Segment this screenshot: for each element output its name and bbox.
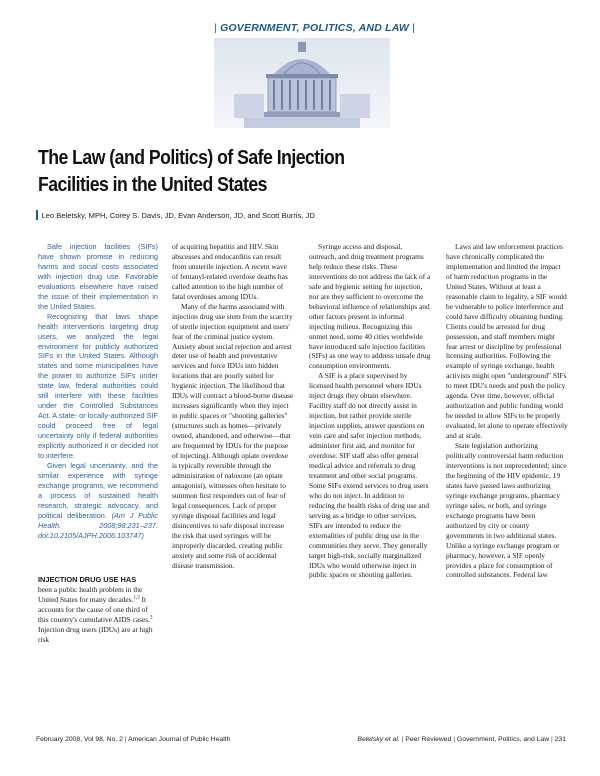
- body-column-4: [446, 242, 568, 580]
- author-line: [36, 210, 315, 220]
- abstract-text: Given legal uncertainty, and the similar experience with syringe exchange programs, we recommend a process of sustained health research, strategic advocacy, and political deliberation.: [38, 460, 158, 520]
- author-names: Leo Beletsky, MPH, Corey S. Davis, JD, Evan Anderson, JD, and Scott Burris, JD: [41, 211, 315, 220]
- body-paragraph: State legislation authorizing politically controversial harm reduction interventions is not unprecedented; since the beginning of the HIV epidemic, 19 states have passed laws authorizing syringe exchange programs, pharmacy syringe sales, or both, and syringe exchange programs have been authorized by city or county governments in two additional states. Unlike a syringe exchange program or pharmacy, however, a SIF openly provides a place for consumption of controlled substances. Federal law: [446, 441, 567, 580]
- footer-authors: Beletsky et al.: [357, 736, 400, 743]
- footer-review: Peer Reviewed: [405, 736, 452, 743]
- abstract-paragraph: Safe injection facilities (SIFs) have shown promise in reducing harms and social costs associated with injection drug use. Favorable evaluations elsewhere have raised the issue of their implementation in the United States.: [38, 242, 158, 311]
- footer-journal: American Journal of Public Health: [128, 736, 231, 743]
- intro-body: been a public health problem in the United States for many decades.$^{1,2}$ It accounts for the cause of one third of this country's cumulative AIDS cases.$^3$ Injection drug users (IDUs) are at high risk: [38, 584, 153, 644]
- abstract: [38, 242, 158, 541]
- capitol-dome-illustration-icon: [214, 38, 390, 128]
- footer-section: Government, Politics, and Law: [456, 736, 550, 743]
- article-title: The Law (and Politics) of Safe Injection Facilities in the United States: [38, 146, 345, 196]
- footer-left: February 2008, Vol 98, No. 2 | American Journal of Public Health: [36, 736, 231, 743]
- intro-text: Injection drug users (IDUs) are at high risk: [38, 624, 153, 644]
- body-paragraph: of acquiring hepatitis and HIV. Skin abscesses and endocarditis can result from unsterile injection. A recent wave of fentanyl-related overdose deaths has called attention to the high number of fatal overdoses among IDUs.: [172, 242, 288, 301]
- section-label: GOVERNMENT, POLITICS, AND LAW: [220, 22, 410, 34]
- section-header: | GOVERNMENT, POLITICS, AND LAW |: [214, 22, 416, 34]
- abstract-citation: (Am J Public Health. 2008;98:231–237. doi:10.2105/AJPH.2006.103747): [38, 510, 158, 540]
- abstract-paragraph: [38, 461, 158, 541]
- intro-text: been a public health problem in the United States for many decades.: [38, 584, 143, 604]
- footer-right: Beletsky et al. | Peer Reviewed | Government, Politics, and Law | 231: [357, 736, 566, 743]
- abstract-paragraph: Recognizing that laws shape health interventions targeting drug users, we analyzed the legal environment for publicly authorized SIFs in the United States. Although states and some municipalities have the power to authorize SIFs under state law, federal authorities could still interfere with these facilities under the Controlled Substances Act. A state- or locally-authorized SIF could proceed free of legal uncertainty only if federal authorities explicitly authorized it or decided not to interfere.: [38, 311, 158, 461]
- body-paragraph: Many of the harms associated with injection drug use stem from the scarcity of sterile injection equipment and users' fear of the criminal justice system. Anxiety about social rejection and arrest deter use of health and preventative services and force IDUs into hidden locations that are poorly suited for hygienic injection. The likelihood that IDUs will contract a blood-borne disease increases significantly when they inject in public spaces or "shooting galleries" (structures such as homes—privately owned, abandoned, and otherwise—that are frequented by IDUs for the purpose of injecting). Although opiate overdose is typically reversible through the administration of naloxone (an opiate antagonist), witnesses often hesitate to summon first responders out of fear of legal consequences. Lack of proper syringe disposal facilities and legal disincentives to safe disposal increase the risk that used syringes will be improperly discarded, creating public anxiety and some risk of accidental disease transmission.: [172, 301, 294, 570]
- intro-text: It accounts for the cause of one third of this country's cumulative AIDS cases.: [38, 594, 150, 624]
- body-paragraph: Laws and law enforcement practices have chronically complicated the implementation and limited the impact of harm reduction programs in the United States. Without at least a reasonable claim to legality, a SIF would be vulnerable to police interference and could have difficulty obtaining funding. Clients could be arrested for drug possession, and staff members might fear arrest or discipline by professional licensing authorities. Following the example of syringe exchange, health activists might open "underground" SIFs to meet IDU's needs and push the policy agenda. Over time, however, official authorization and public funding would be needed to allow SIFs to be properly evaluated, let alone to operate effectively and at scale.: [446, 242, 568, 441]
- footer-issue: February 2008, Vol 98, No. 2: [36, 736, 123, 743]
- intro-column: [38, 575, 158, 645]
- body-column-3: [309, 242, 431, 580]
- intro-kicker: INJECTION DRUG USE HAS: [38, 575, 137, 584]
- page-number: 231: [554, 736, 566, 743]
- body-paragraph: Syringe access and disposal, outreach, and drug treatment programs help reduce these risks. These interventions do not address the lack of a safe and hygienic setting for injection, nor are they sufficient to overcome the behavioral influence of relationships and other factors present in informal injecting milieus. Recognizing this unmet need, some 40 cities worldwide have introduced safe injection facilities (SIFs) as one way to address unsafe drug consumption environments.: [309, 242, 431, 371]
- body-column-2: [172, 242, 294, 570]
- author-divider: [36, 210, 38, 220]
- body-paragraph: A SIF is a place supervised by licensed health personnel where IDUs inject drugs they obtain elsewhere. Facility staff do not directly assist in injection, but rather provide sterile injection supplies, answer questions on vein care and safer injection methods, administer first aid, and monitor for overdose. SIF staff also offer general medical advice and referrals to drug treatment and other social programs. Some SIFs extend services to drug users who do not inject. In addition to reducing the health risks of drug use and serving as a bridge to other services, SIFs are intended to reduce the externalities of public drug use in the communities they serve. They generally target high-risk, socially marginalized IDUs who would otherwise inject in public spaces or shooting galleries.: [309, 371, 430, 580]
